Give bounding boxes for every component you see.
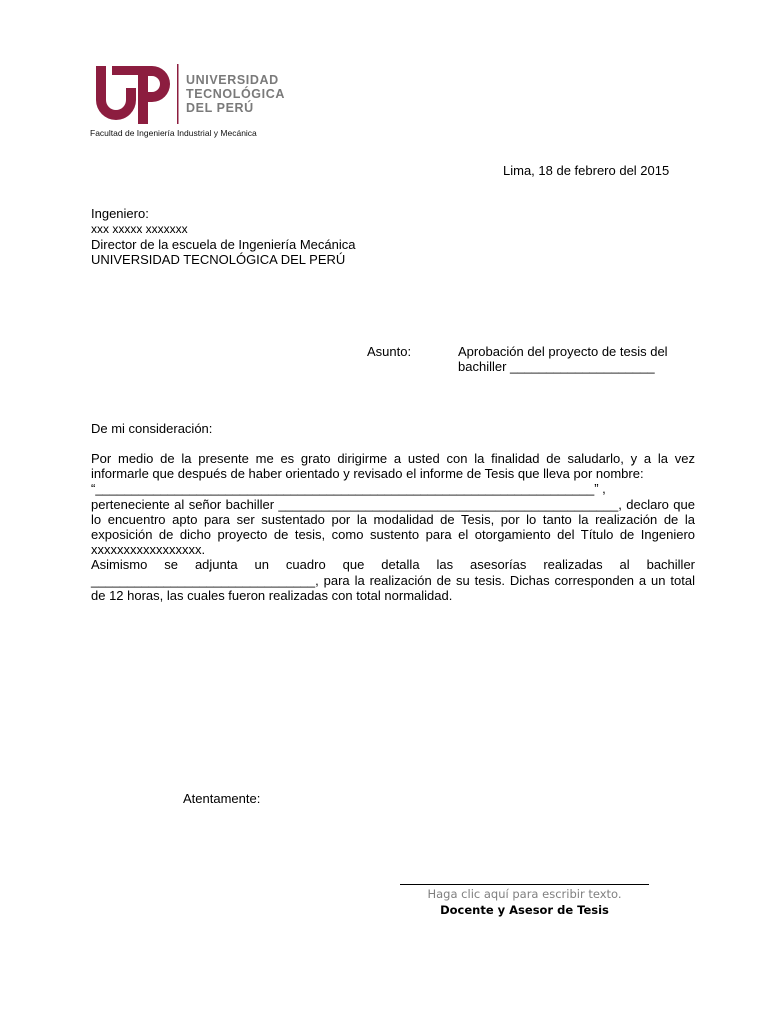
recipient-name: xxx xxxxx xxxxxxx	[91, 222, 188, 236]
subject-label: Asunto:	[367, 344, 412, 359]
body-paragraph-1: Por medio de la presente me es grato dirigirme a usted con la finalidad de saludarlo, y a la vez informarle que después de haber orientado y revisado el informe de Tesis que lleva por nombre:	[91, 451, 695, 482]
body-paragraph-2: perteneciente al señor bachiller _______________________________________________, declaro que lo encuentro apto para ser sustentado por la modalidad de Tesis, por lo tanto la realización de la exposición de dicho proyecto de tesis, como sustento para el otorgamiento del Título de Ingeniero xxxxxxxxxxxxxxxxx.	[91, 496, 695, 558]
closing: Atentamente:	[183, 791, 261, 806]
signature-line	[400, 884, 649, 885]
logo-text-line-3: DEL PERÚ	[186, 101, 254, 115]
thesis-title-blank: “_____________________________________________________________________” ,	[91, 481, 606, 497]
salutation: De mi consideración:	[91, 421, 213, 436]
recipient-title: Ingeniero:	[91, 206, 149, 221]
logo-p-mark	[138, 66, 170, 124]
subject-line-2: bachiller ____________________	[458, 359, 655, 374]
signature-role: Docente y Asesor de Tesis	[440, 903, 609, 917]
recipient-institution: UNIVERSIDAD TECNOLÓGICA DEL PERÚ	[91, 252, 346, 267]
letter-date: Lima, 18 de febrero del 2015	[503, 163, 670, 178]
logo-divider	[177, 64, 179, 124]
logo-wordmark	[186, 73, 285, 115]
recipient-position: Director de la escuela de Ingeniería Mecánica	[91, 237, 356, 252]
body-paragraph-3: Asimismo se adjunta un cuadro que detalla las asesorías realizadas al bachiller _______________________________, para la realización de su tesis. Dichas corresponden a un total de 12 horas, las cuales fueron realizadas con total normalidad.	[91, 557, 695, 603]
faculty-name: Facultad de Ingeniería Industrial y Mecánica	[90, 128, 257, 138]
logo-text-line-1: UNIVERSIDAD	[186, 73, 279, 87]
signature-placeholder-field[interactable]: Haga clic aquí para escribir texto.	[427, 887, 622, 901]
subject-line-1: Aprobación del proyecto de tesis del	[458, 344, 668, 359]
letter-body	[91, 451, 695, 603]
logo-text-line-2: TECNOLÓGICA	[186, 87, 285, 101]
